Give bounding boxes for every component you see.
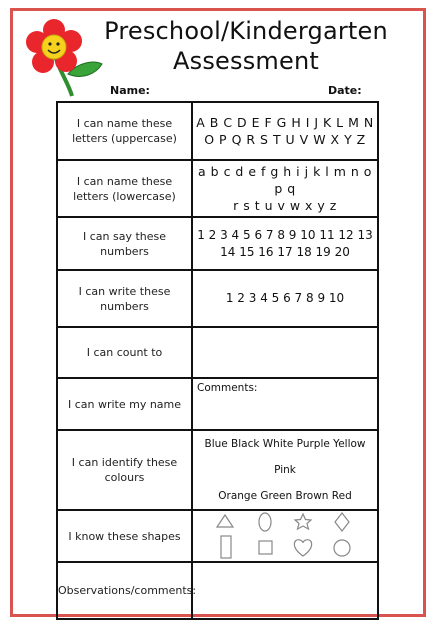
flower-icon	[16, 14, 106, 98]
heart-shape	[294, 540, 311, 556]
numbers-line-1: 1 2 3 4 5 6 7 8 9 10 11 12 13	[197, 227, 373, 242]
oval-shape	[259, 513, 271, 531]
row-content	[192, 217, 378, 270]
lowercase-line-1: a b c d e f g h i j k l m n o p q	[198, 164, 372, 196]
row-content	[192, 510, 378, 562]
row-label: I know these shapes	[57, 510, 192, 562]
lowercase-line-2: r s t u v w x y z	[233, 198, 337, 213]
rectangle-shape	[221, 536, 231, 558]
colours-line-1: Blue Black White Purple Yellow Pink	[204, 438, 366, 476]
table-row	[57, 327, 378, 378]
shapes-group	[210, 512, 360, 560]
row-label: I can name these letters (uppercase)	[57, 102, 192, 160]
table-row	[57, 217, 378, 270]
row-label: Observations/comments:	[57, 562, 192, 619]
table-row	[57, 270, 378, 327]
count-to-answer-field[interactable]	[192, 327, 378, 378]
row-content	[192, 430, 378, 510]
table-row	[57, 430, 378, 510]
observations-field[interactable]	[192, 562, 378, 619]
star-shape	[295, 514, 311, 529]
uppercase-line-2: O P Q R S T U V W X Y Z	[204, 132, 366, 147]
square-shape	[259, 541, 272, 554]
row-label: I can write these numbers	[57, 270, 192, 327]
row-label: I can say these numbers	[57, 217, 192, 270]
row-label: I can write my name	[57, 378, 192, 430]
row-content	[192, 270, 378, 327]
row-label: I can name these letters (lowercase)	[57, 160, 192, 217]
row-label: I can identify these colours	[57, 430, 192, 510]
colours-line-2: Orange Green Brown Red	[218, 490, 352, 502]
table-row	[57, 160, 378, 217]
table-row	[57, 562, 378, 619]
circle-shape	[334, 540, 350, 556]
numbers-line-2: 14 15 16 17 18 19 20	[220, 244, 350, 259]
row-content	[192, 160, 378, 217]
table-row	[57, 102, 378, 160]
comments-cell[interactable]	[192, 378, 378, 430]
comments-label: Comments:	[197, 382, 258, 394]
write-numbers-line: 1 2 3 4 5 6 7 8 9 10	[225, 291, 345, 305]
diamond-shape	[335, 513, 349, 531]
table-row	[57, 510, 378, 562]
uppercase-line-1: A B C D E F G H I J K L M N	[196, 115, 374, 130]
title-line-2: Assessment	[173, 47, 319, 75]
date-label: Date:	[328, 84, 362, 97]
title-line-1: Preschool/Kindergarten	[104, 17, 388, 45]
table-row	[57, 378, 378, 430]
name-label: Name:	[110, 84, 150, 97]
row-content	[192, 102, 378, 160]
assessment-table	[56, 101, 379, 620]
triangle-shape	[217, 515, 233, 527]
page-title	[96, 16, 396, 76]
row-label: I can count to	[57, 327, 192, 378]
